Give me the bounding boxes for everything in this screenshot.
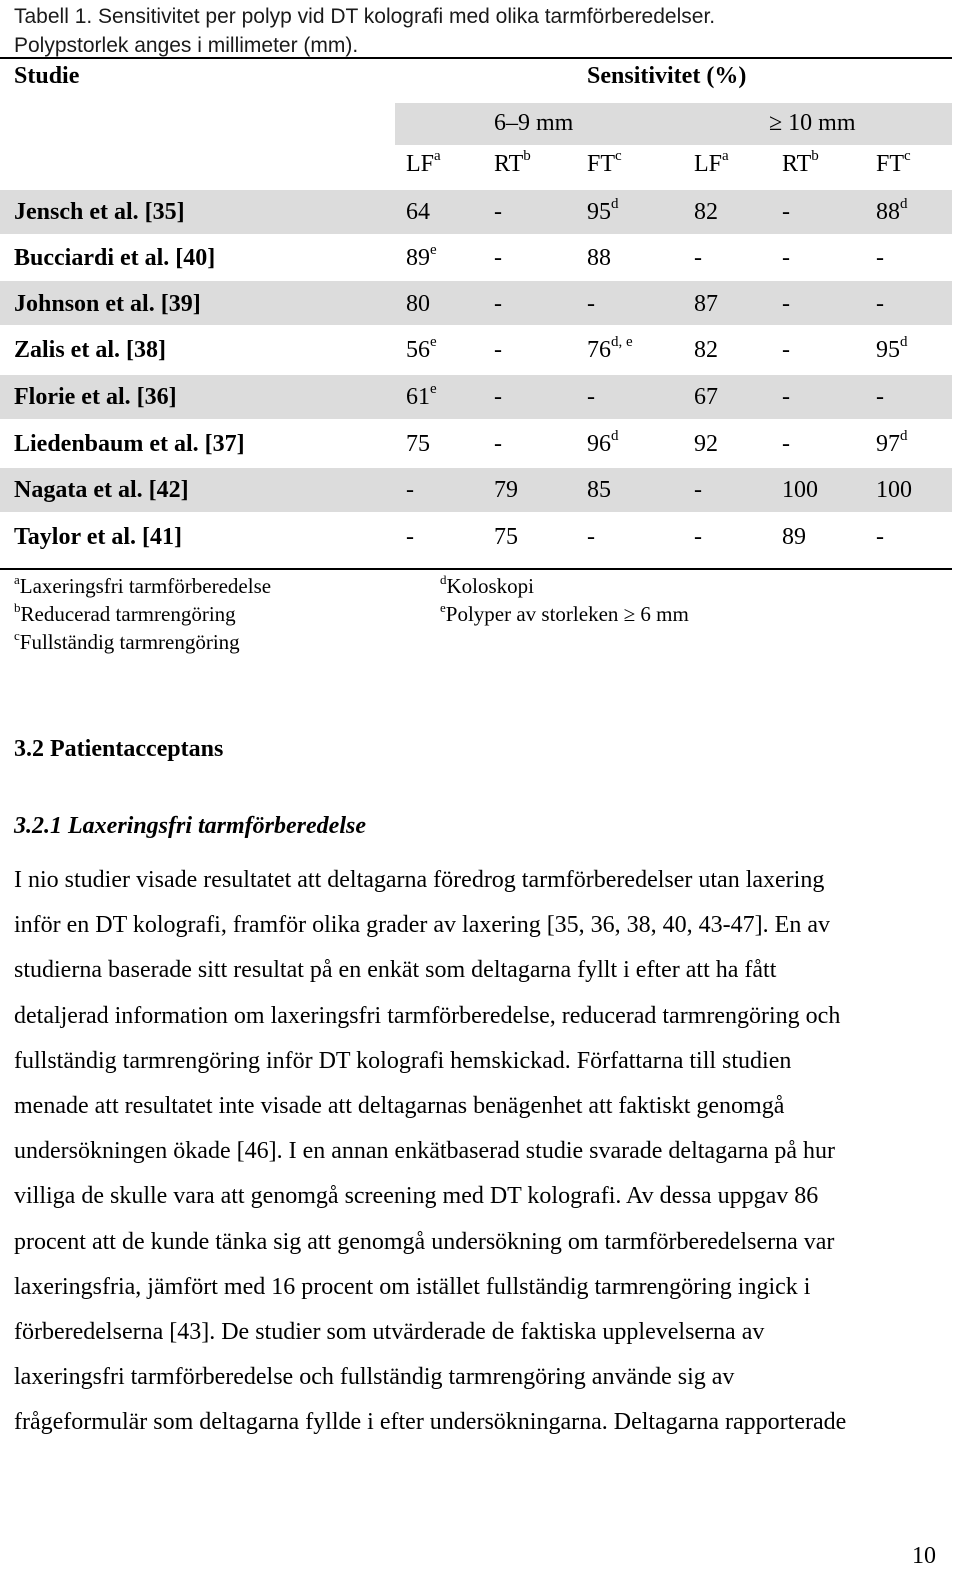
footnote-text: Polyper av storleken ≥ 6 mm bbox=[445, 602, 689, 626]
table-cell bbox=[587, 290, 595, 318]
table-cell-footnote-mark: d bbox=[611, 196, 619, 212]
table-cell-value: 61 bbox=[406, 384, 430, 410]
column-header-footnote-mark: c bbox=[904, 148, 911, 164]
table-cell-value: 100 bbox=[876, 477, 912, 503]
table-cell bbox=[876, 198, 908, 226]
table-cell bbox=[494, 198, 502, 226]
table-cell bbox=[587, 523, 595, 551]
footnote-mark: b bbox=[14, 600, 21, 615]
table-cell bbox=[876, 383, 884, 411]
table-cell bbox=[494, 244, 502, 272]
table-cell-footnote-mark: d bbox=[900, 428, 908, 444]
table-cell-footnote-mark: d bbox=[900, 334, 908, 350]
table-cell-footnote-mark: d, e bbox=[611, 334, 633, 350]
table-cell bbox=[587, 244, 611, 272]
table-cell bbox=[782, 244, 790, 272]
table-cell bbox=[406, 244, 437, 272]
study-name bbox=[14, 244, 215, 272]
column-header-footnote-mark: a bbox=[722, 148, 729, 164]
table-cell bbox=[694, 383, 718, 411]
footnote-mark: c bbox=[14, 628, 20, 643]
table-cell-value: - bbox=[782, 384, 790, 410]
column-header-footnote-mark: a bbox=[434, 148, 441, 164]
table-cell bbox=[694, 336, 718, 364]
table-cell bbox=[694, 523, 702, 551]
table-cell-value: 89 bbox=[782, 524, 806, 550]
caption-line-1: Tabell 1. Sensitivitet per polyp vid DT kolografi med olika tarmförberedelser. bbox=[14, 5, 716, 28]
table-cell-value: - bbox=[587, 291, 595, 317]
table-cell bbox=[876, 476, 912, 504]
paragraph-line: laxeringsfria, jämfört med 16 procent om istället fullständig tarmrengöring ingick i bbox=[14, 1273, 811, 1300]
paragraph-line: undersökningen ökade [46]. I en annan enkätbaserad studie svarade deltagarna på hur bbox=[14, 1138, 836, 1165]
table-cell-footnote-mark: d bbox=[611, 428, 619, 444]
table-cell-value: 80 bbox=[406, 291, 430, 317]
table-cell-value: - bbox=[587, 384, 595, 410]
table-cell-value: 56 bbox=[406, 337, 430, 363]
study-name bbox=[14, 383, 177, 411]
table-cell-value: - bbox=[876, 524, 884, 550]
table-cell-value: - bbox=[494, 431, 502, 457]
table-cell-value: - bbox=[494, 245, 502, 271]
group-header-6-9mm: 6–9 mm bbox=[494, 110, 574, 136]
paragraph-line: fullständig tarmrengöring inför DT kolografi hemskickad. Författarna till studien bbox=[14, 1047, 792, 1074]
table-cell bbox=[494, 290, 502, 318]
table-cell-value: 95 bbox=[587, 199, 611, 225]
section-heading: 3.2 Patientacceptans bbox=[14, 736, 224, 762]
table-cell-value: 95 bbox=[876, 337, 900, 363]
column-header-value: LF bbox=[694, 151, 723, 177]
table-cell bbox=[876, 290, 884, 318]
table-cell bbox=[587, 430, 619, 458]
table-cell-footnote-mark: e bbox=[430, 242, 437, 258]
column-header-value: FT bbox=[876, 151, 905, 177]
table-cell bbox=[587, 198, 619, 226]
table-cell-value: - bbox=[494, 291, 502, 317]
table-cell-footnote-mark: e bbox=[430, 334, 437, 350]
table-cell-value: - bbox=[406, 477, 414, 503]
table-cell-value: 92 bbox=[694, 431, 718, 457]
table-cell bbox=[406, 383, 437, 411]
footnote-text: Koloskopi bbox=[446, 574, 535, 598]
table-cell bbox=[876, 523, 884, 551]
table-cell-value: 87 bbox=[694, 291, 718, 317]
table-cell bbox=[694, 198, 718, 226]
table-cell bbox=[406, 290, 430, 318]
group-header-10mm: ≥ 10 mm bbox=[769, 110, 856, 136]
table-cell bbox=[587, 476, 611, 504]
table-cell-value: - bbox=[694, 477, 702, 503]
paragraph-line: laxeringsfri tarmförberedelse och fullständig tarmrengöring använde sig av bbox=[14, 1364, 735, 1391]
study-name-value: Jensch et al. [35] bbox=[14, 199, 185, 225]
table-cell-footnote-mark: d bbox=[900, 196, 908, 212]
paragraph-line: procent att de kunde tänka sig att genomgå undersökning om tarmförberedelserna var bbox=[14, 1228, 835, 1255]
table-cell bbox=[494, 430, 502, 458]
column-header-footnote-mark: b bbox=[523, 148, 531, 164]
table-top-rule bbox=[0, 57, 952, 59]
table-cell-value: 75 bbox=[406, 431, 430, 457]
column-header bbox=[587, 150, 622, 178]
column-header-footnote-mark: b bbox=[811, 148, 819, 164]
column-header bbox=[782, 150, 819, 178]
table-cell bbox=[782, 523, 806, 551]
table-cell bbox=[694, 476, 702, 504]
table-cell-value: - bbox=[694, 524, 702, 550]
study-name bbox=[14, 523, 182, 551]
study-name-value: Nagata et al. [42] bbox=[14, 477, 189, 503]
table-cell bbox=[494, 476, 518, 504]
group-header-shade bbox=[395, 103, 952, 145]
table-cell-footnote-mark: e bbox=[430, 381, 437, 397]
table-cell-value: - bbox=[494, 337, 502, 363]
footnote-mark: e bbox=[440, 600, 446, 615]
footnote-mark: d bbox=[440, 572, 447, 587]
body-paragraph bbox=[14, 858, 939, 1446]
table-cell-value: 100 bbox=[782, 477, 818, 503]
table-cell bbox=[782, 476, 818, 504]
study-name bbox=[14, 198, 185, 226]
footnote-mark: a bbox=[14, 572, 20, 587]
table-cell bbox=[406, 336, 437, 364]
table-cell-value: - bbox=[782, 337, 790, 363]
column-header-value: RT bbox=[494, 151, 524, 177]
table-cell bbox=[587, 383, 595, 411]
table-cell bbox=[587, 336, 633, 364]
table-cell-value: - bbox=[782, 431, 790, 457]
study-name-value: Zalis et al. [38] bbox=[14, 337, 166, 363]
study-name bbox=[14, 430, 245, 458]
table-cell bbox=[494, 336, 502, 364]
column-header bbox=[694, 150, 729, 178]
column-header-value: RT bbox=[782, 151, 812, 177]
table-cell-value: 97 bbox=[876, 431, 900, 457]
table-cell bbox=[782, 383, 790, 411]
study-name-value: Liedenbaum et al. [37] bbox=[14, 431, 245, 457]
table-cell bbox=[782, 198, 790, 226]
table-cell-value: 64 bbox=[406, 199, 430, 225]
study-name bbox=[14, 290, 201, 318]
table-cell bbox=[494, 383, 502, 411]
caption-line-2: Polypstorlek anges i millimeter (mm). bbox=[14, 34, 359, 57]
study-name-value: Taylor et al. [41] bbox=[14, 524, 182, 550]
table-cell-value: 82 bbox=[694, 199, 718, 225]
footnote-item bbox=[14, 572, 271, 600]
table-cell-value: 79 bbox=[494, 477, 518, 503]
table-cell-value: - bbox=[876, 245, 884, 271]
paragraph-line: frågeformulär som deltagarna fyllde i efter undersökningarna. Deltagarna rapporterade bbox=[14, 1409, 847, 1436]
table-cell-value: 89 bbox=[406, 245, 430, 271]
table-cell-value: 75 bbox=[494, 524, 518, 550]
table-cell-value: 67 bbox=[694, 384, 718, 410]
column-header bbox=[876, 150, 911, 178]
paragraph-line: detaljerad information om laxeringsfri tarmförberedelse, reducerad tarmrengöring och bbox=[14, 1002, 841, 1029]
column-header-value: LF bbox=[406, 151, 435, 177]
table-cell-value: 82 bbox=[694, 337, 718, 363]
table-cell-value: - bbox=[782, 291, 790, 317]
study-name bbox=[14, 336, 166, 364]
study-name bbox=[14, 476, 189, 504]
table-cell-value: 76 bbox=[587, 337, 611, 363]
column-header-value: FT bbox=[587, 151, 616, 177]
paragraph-line: inför en DT kolografi, framför olika grader av laxering [35, 36, 38, 40, 43-47]. En av bbox=[14, 912, 830, 939]
table-cell bbox=[694, 244, 702, 272]
study-name-value: Johnson et al. [39] bbox=[14, 291, 201, 317]
table-cell-value: 85 bbox=[587, 477, 611, 503]
table-cell bbox=[406, 430, 430, 458]
table-cell bbox=[782, 336, 790, 364]
paragraph-line: studierna baserade sitt resultat på en enkät som deltagarna fyllt i efter att ha fått bbox=[14, 957, 777, 984]
table-cell-value: 88 bbox=[587, 245, 611, 271]
footnote-item bbox=[440, 600, 689, 628]
table-cell-value: - bbox=[782, 199, 790, 225]
footnote-item bbox=[14, 628, 240, 656]
footnote-item bbox=[14, 600, 236, 628]
column-header bbox=[494, 150, 531, 178]
table-cell-value: - bbox=[876, 384, 884, 410]
study-name-value: Florie et al. [36] bbox=[14, 384, 177, 410]
table-cell-value: - bbox=[587, 524, 595, 550]
sensitivity-header: Sensitivitet (%) bbox=[587, 63, 747, 89]
subsection-heading: 3.2.1 Laxeringsfri tarmförberedelse bbox=[14, 813, 366, 839]
column-header-footnote-mark: c bbox=[615, 148, 622, 164]
table-cell-value: 88 bbox=[876, 199, 900, 225]
study-name-value: Bucciardi et al. [40] bbox=[14, 245, 216, 271]
table-cell bbox=[782, 290, 790, 318]
table-caption bbox=[14, 2, 944, 60]
paragraph-line: förberedelserna [43]. De studier som utvärderade de faktiska upplevelserna av bbox=[14, 1319, 765, 1346]
table-cell-value: 96 bbox=[587, 431, 611, 457]
table-cell-value: - bbox=[494, 384, 502, 410]
footnote-text: Laxeringsfri tarmförberedelse bbox=[19, 574, 272, 598]
table-cell bbox=[876, 430, 908, 458]
table-bottom-rule bbox=[0, 568, 952, 570]
column-header bbox=[406, 150, 441, 178]
table-cell bbox=[406, 523, 414, 551]
table-cell-value: - bbox=[406, 524, 414, 550]
paragraph-line: I nio studier visade resultatet att deltagarna föredrog tarmförberedelser utan laxering bbox=[14, 867, 825, 893]
table-cell bbox=[876, 336, 908, 364]
table-cell bbox=[694, 290, 718, 318]
table-cell bbox=[494, 523, 518, 551]
page-number: 10 bbox=[912, 1543, 936, 1569]
table-cell-value: - bbox=[876, 291, 884, 317]
table-cell-value: - bbox=[494, 199, 502, 225]
footnote-item bbox=[440, 572, 534, 600]
study-column-header: Studie bbox=[14, 63, 80, 89]
table-cell bbox=[782, 430, 790, 458]
table-cell bbox=[694, 430, 718, 458]
table-cell bbox=[406, 476, 414, 504]
table-cell bbox=[876, 244, 884, 272]
table-cell-value: - bbox=[694, 245, 702, 271]
footnote-text: Fullständig tarmrengöring bbox=[19, 630, 240, 654]
table-cell-value: - bbox=[782, 245, 790, 271]
paragraph-line: villiga de skulle vara att genomgå screening med DT kolografi. Av dessa uppgav 86 bbox=[14, 1183, 819, 1210]
paragraph-line: menade att resultatet inte visade att deltagarnas benägenhet att faktiskt genomgå bbox=[14, 1093, 785, 1120]
table-cell bbox=[406, 198, 430, 226]
footnote-text: Reducerad tarmrengöring bbox=[20, 602, 236, 626]
